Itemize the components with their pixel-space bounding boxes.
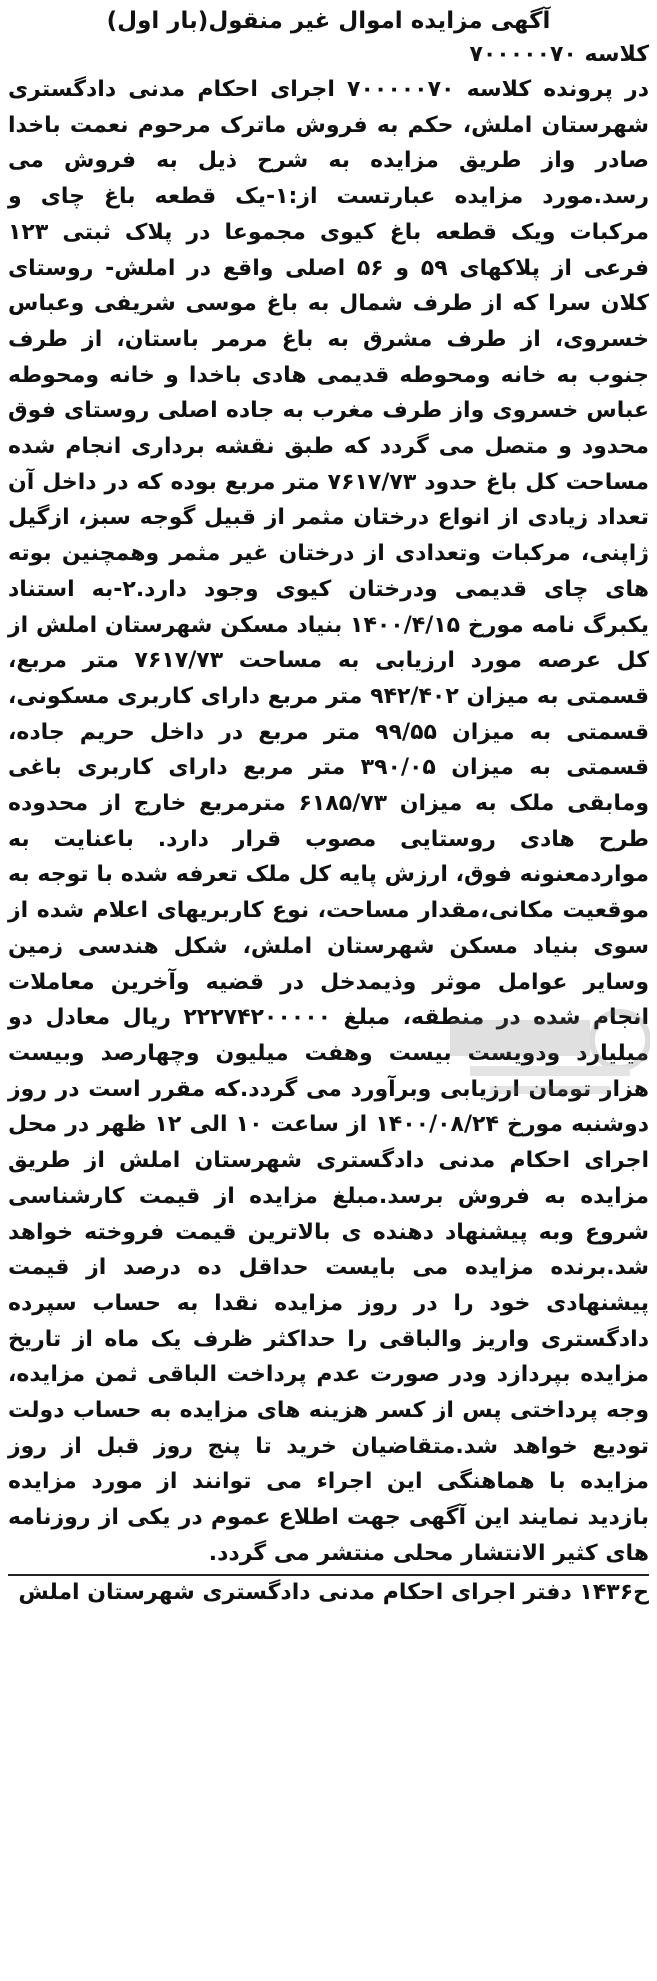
case-number: کلاسه ۷۰۰۰۰۰۷۰	[469, 42, 649, 67]
notice-footer: ح۱۴۳۶ دفتر اجرای احکام مدنی دادگستری شهرستان املش	[8, 1574, 649, 1610]
notice-body: در پرونده کلاسه ۷۰۰۰۰۰۷۰ اجرای احکام مدنی دادگستری شهرستان املش، حکم به فروش ماترک مرحوم نعمت باخدا صادر واز طریق مزایده به شرح ذیل به فروش می رسد.مورد مزایده عبارتست از:۱-یک قطعه باغ چای و مرکبات ویک قطعه باغ کیوی مجموعا در پلاک ثبتی ۱۲۳ فرعی از پلاکهای ۵۹ و ۵۶ اصلی واقع در املش- روستای کلان سرا که از طرف شمال به باغ موسی شریفی وعباس خسروی، از طرف مشرق به باغ مرمر باستان، از طرف جنوب به خانه ومحوطه قدیمی هادی باخدا و خانه ومحوطه عباس خسروی واز طرف مغرب به جاده اصلی روستای فوق محدود و متصل می گردد که طبق نقشه برداری انجام شده مساحت کل باغ حدود ۷۶۱۷/۷۳ متر مربع بوده که در داخل آن تعداد زیادی از انواع درختان مثمر از قبیل گوجه سبز، ازگیل ژاپنی، مرکبات وتعدادی از درختان غیر مثمر وهمچنین بوته های چای قدیمی ودرختان کیوی وجود دارد.۲-به استناد یکبرگ نامه مورخ ۱۴۰۰/۴/۱۵ بنیاد مسکن شهرستان املش از کل عرصه مورد ارزیابی به مساحت ۷۶۱۷/۷۳ متر مربع، قسمتی به میزان ۹۴۲/۴۰۲ متر مربع دارای کاربری مسکونی، قسمتی به میزان ۹۹/۵۵ متر مربع در داخل حریم جاده، قسمتی به میزان ۳۹۰/۰۵ متر مربع دارای کاربری باغی ومابقی ملک به میزان ۶۱۸۵/۷۳ مترمربع خارج از محدوده طرح هادی روستایی مصوب قرار دارد. باعنایت به مواردمعنونه فوق، ارزش پایه کل ملک تعرفه شده با توجه به موقعیت مکانی،مقدار مساحت، نوع کاربریهای اعلام شده از سوی بنیاد مسکن شهرستان املش، شکل هندسی زمین وسایر عوامل موثر وذیمدخل در قضیه وآخرین معاملات انجام شده در منطقه، مبلغ ۲۲۲۷۴۲۰۰۰۰۰ ریال معادل دو میلیارد ودویست بیست وهفت میلیون وچهارصد وبیست هزار تومان ارزیابی وبرآورد می گردد.که مقرر است در روز دوشنبه مورخ ۱۴۰۰/۰۸/۲۴ از ساعت ۱۰ الی ۱۲ ظهر در محل اجرای احکام مدنی دادگستری شهرستان املش از طریق مزایده به فروش برسد.مبلغ مزایده از قیمت کارشناسی شروع وبه پیشنهاد دهنده ی بالاترین قیمت فروخته خواهد شد.برنده مزایده می بایست حداقل ده درصد از قیمت پیشنهادی خود را در روز مزایده نقدا به حساب سپرده دادگستری واریز والباقی را حداکثر ظرف یک ماه از تاریخ مزایده بپردازد ودر صورت عدم پرداخت الباقی ثمن مزایده، وجه پرداختی پس از کسر هزینه های مزایده به حساب دولت تودیع خواهد شد.متقاضیان خرید تا پنج روز قبل از روز مزایده با هماهنگی این اجراء می توانند از مورد مزایده بازدید نمایند این آگهی جهت اطلاع عموم در یکی از روزنامه های کثیر الانتشار محلی منتشر می گردد.	[8, 77, 650, 1566]
notice-title: آگهی مزایده اموال غیر منقول(بار اول)	[106, 8, 551, 34]
